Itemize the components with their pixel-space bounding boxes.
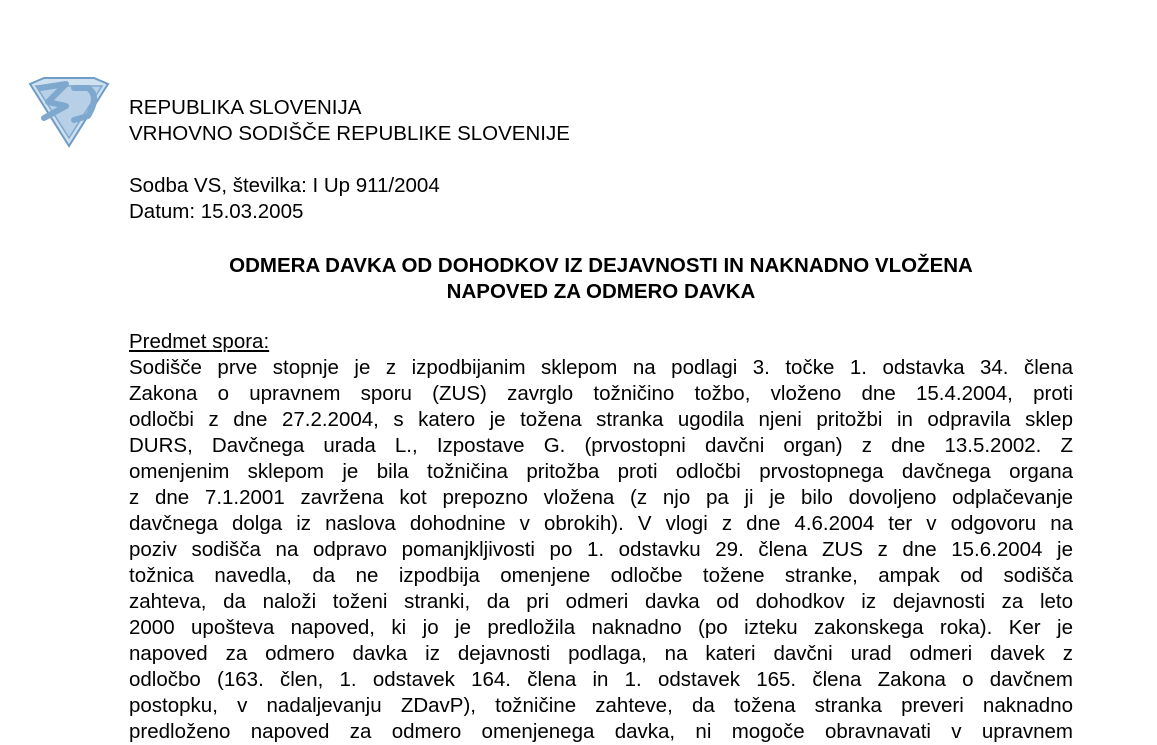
body-line: napoved za odmero davka iz dejavnosti podlaga, na kateri davčni urad odmeri davek z bbox=[129, 642, 1073, 665]
section-body bbox=[129, 355, 1073, 745]
body-line: predloženo napoved za odmero omenjenega davka, ni mogoče obravnavati v upravnem bbox=[129, 720, 1073, 743]
body-line: omenjenim sklepom je bila tožničina pritožba proti odločbi prvostopnega davčnega organa bbox=[129, 460, 1073, 483]
body-line: z dne 7.1.2001 zavržena kot prepozno vložena (z njo pa ji je bilo dovoljeno odplačevanje bbox=[129, 486, 1073, 509]
court-logo bbox=[26, 76, 112, 148]
document-title bbox=[129, 253, 1073, 305]
body-line: davčnega dolga iz naslova dohodnine v obrokih). V vlogi z dne 4.6.2004 ter v odgovoru na bbox=[129, 512, 1073, 535]
body-line: Sodišče prve stopnje je z izpodbijanim sklepom na podlagi 3. točke 1. odstavka 34. člena bbox=[129, 356, 1073, 379]
court-header bbox=[129, 95, 570, 147]
title-line-2: NAPOVED ZA ODMERO DAVKA bbox=[446, 280, 756, 303]
document-meta bbox=[129, 173, 440, 225]
header-republic: REPUBLIKA SLOVENIJA bbox=[129, 96, 362, 119]
document-date: Datum: 15.03.2005 bbox=[129, 200, 304, 223]
case-number: Sodba VS, številka: I Up 911/2004 bbox=[129, 174, 440, 197]
body-line: tožnica navedla, da ne izpodbija omenjene odločbe tožene stranke, ampak od sodišča bbox=[129, 564, 1073, 587]
section-heading: Predmet spora: bbox=[129, 330, 270, 353]
title-line-1: ODMERA DAVKA OD DOHODKOV IZ DEJAVNOSTI IN NAKNADNO VLOŽENA bbox=[229, 254, 973, 277]
court-logo-icon bbox=[26, 76, 112, 148]
body-line: odločbi z dne 27.2.2004, s katero je tožena stranka ugodila njeni pritožbi in odpravila sklep bbox=[129, 408, 1073, 431]
header-court: VRHOVNO SODIŠČE REPUBLIKE SLOVENIJE bbox=[129, 122, 570, 145]
body-line: DURS, Davčnega urada L., Izpostave G. (prvostopni davčni organ) z dne 13.5.2002. Z bbox=[129, 434, 1073, 457]
body-line: zahteva, da naloži toženi stranki, da pri odmeri davka od dohodkov iz dejavnosti za leto bbox=[129, 590, 1073, 613]
body-line: odločbo (163. člen, 1. odstavek 164. člena in 1. odstavek 165. člena Zakona o davčnem bbox=[129, 668, 1073, 691]
body-line: poziv sodišča na odpravo pomanjkljivosti po 1. odstavku 29. člena ZUS z dne 15.6.2004 je bbox=[129, 538, 1073, 561]
body-line: 2000 upošteva napoved, ki jo je predložila naknadno (po izteku zakonskega roka). Ker je bbox=[129, 616, 1073, 639]
body-line: Zakona o upravnem sporu (ZUS) zavrglo tožničino tožbo, vloženo dne 15.4.2004, proti bbox=[129, 382, 1073, 405]
body-line: postopku, v nadaljevanju ZDavP), tožničine zahteve, da tožena stranka preveri naknadno bbox=[129, 694, 1073, 717]
